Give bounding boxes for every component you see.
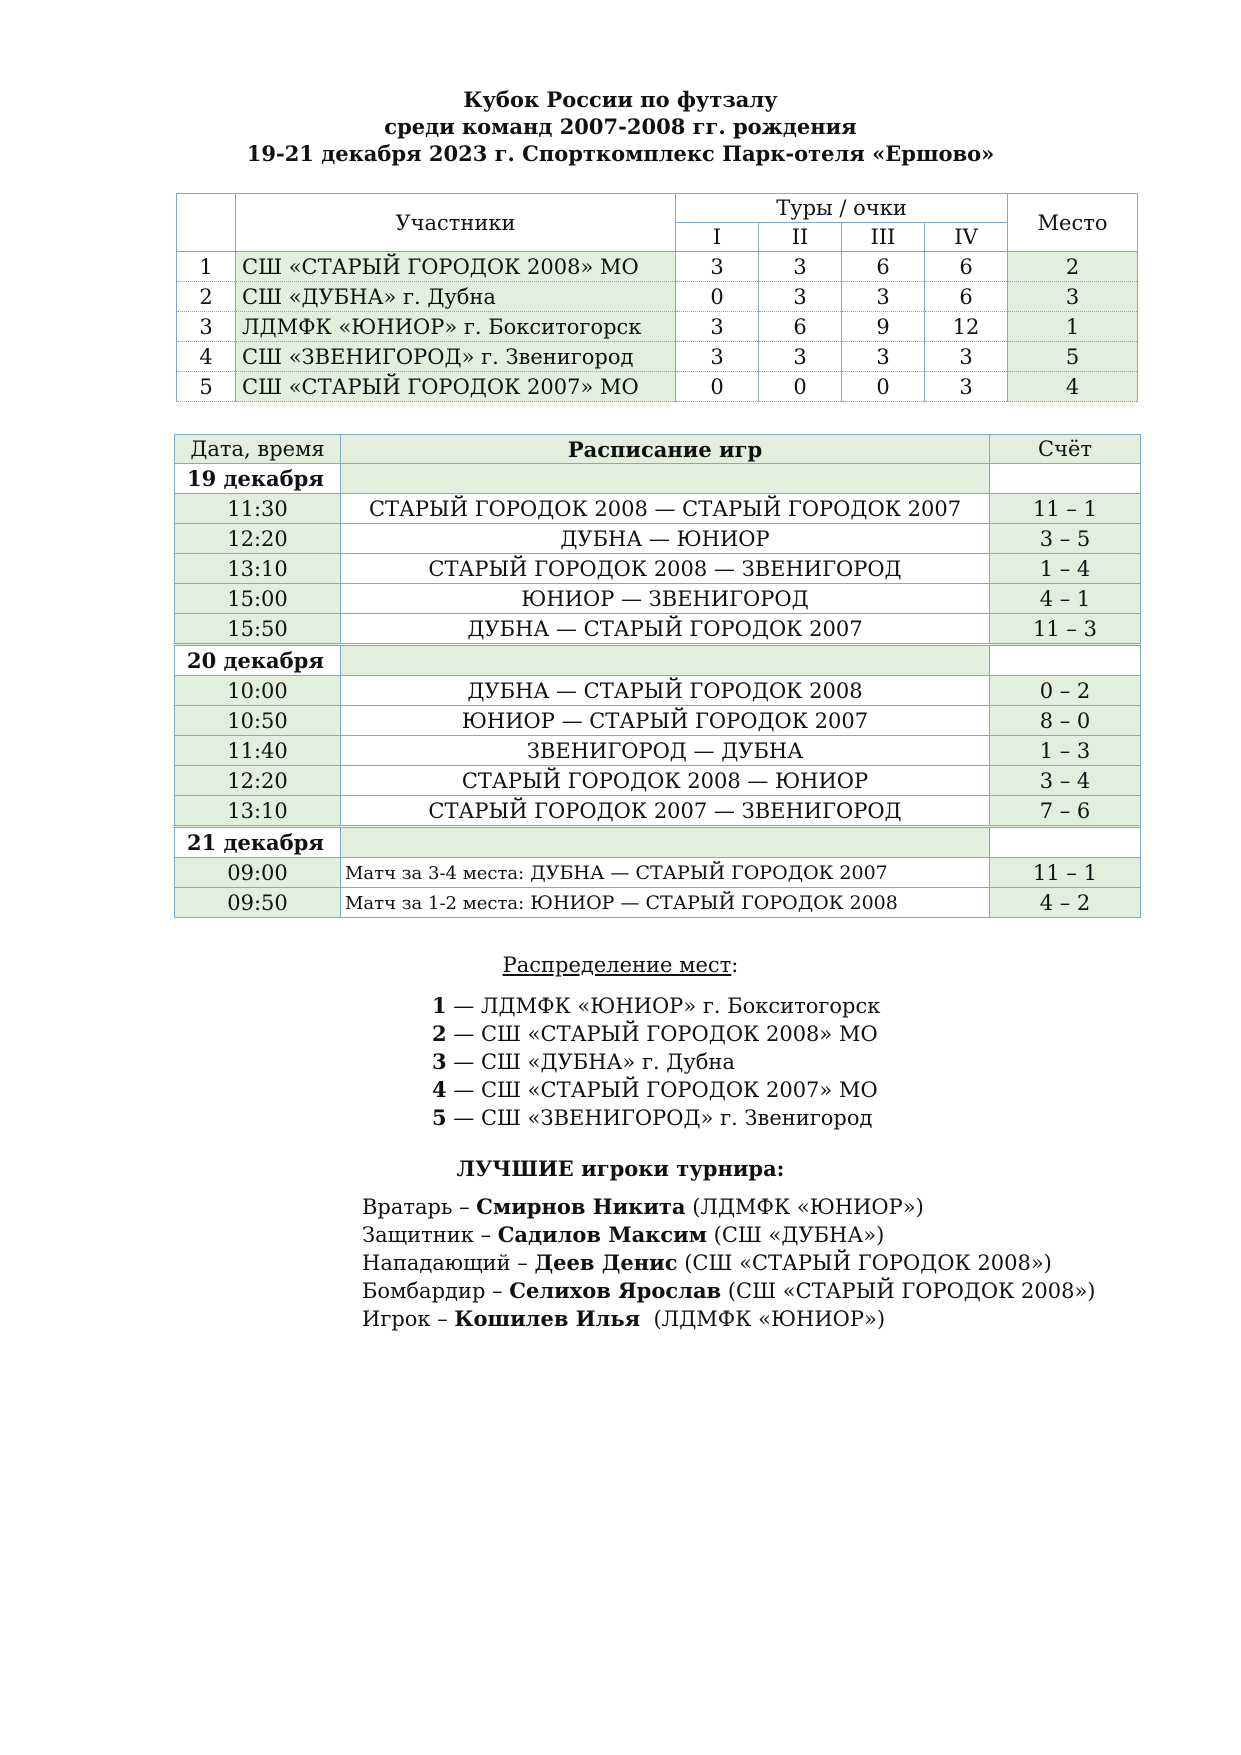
game-match (341, 888, 990, 918)
schedule-game-row (175, 796, 1141, 827)
standings-tour-points: 3 (676, 252, 759, 282)
standings-tour-points: 3 (676, 342, 759, 372)
standings-header-place: Место (1008, 194, 1138, 252)
document-title (0, 86, 1241, 167)
schedule-day-row (175, 464, 1141, 494)
place-number: 2 (432, 1021, 447, 1046)
game-match: СТАРЫЙ ГОРОДОК 2008 — ЗВЕНИГОРОД (341, 554, 990, 584)
standings-tour-points: 9 (842, 312, 925, 342)
game-time: 15:50 (175, 614, 341, 645)
schedule-game-row (175, 706, 1141, 736)
place-team: — ЛДМФК «ЮНИОР» г. Бокситогорск (446, 994, 881, 1018)
best-player-line (362, 1221, 1096, 1249)
standings-tour-points: 3 (759, 342, 842, 372)
game-match-teams: ЮНИОР — СТАРЫЙ ГОРОДОК 2008 (530, 891, 898, 914)
best-player-role: Защитник – (362, 1223, 498, 1247)
schedule-day-score-spacer (990, 827, 1141, 858)
standings-tour-points: 12 (925, 312, 1008, 342)
standings-header-tour: II (759, 223, 842, 252)
game-score: 1 – 3 (990, 736, 1141, 766)
standings-tour-points: 6 (925, 282, 1008, 312)
best-player-team: (ЛДМФК «ЮНИОР») (685, 1195, 924, 1219)
standings-header-tour: III (842, 223, 925, 252)
best-player-line (362, 1249, 1096, 1277)
schedule-day-label: 21 декабря (175, 827, 341, 858)
schedule-game-row (175, 766, 1141, 796)
distribution-title-text: Распределение мест (502, 953, 732, 977)
standings-header-tour: I (676, 223, 759, 252)
standings-tour-points: 6 (925, 252, 1008, 282)
standings-tour-points: 0 (759, 372, 842, 402)
best-player-team: (ЛДМФК «ЮНИОР») (640, 1307, 886, 1331)
game-match: СТАРЫЙ ГОРОДОК 2007 — ЗВЕНИГОРОД (341, 796, 990, 827)
standings-row (177, 342, 1138, 372)
distribution-title (0, 953, 1241, 977)
standings-row (177, 312, 1138, 342)
standings-tour-points: 0 (842, 372, 925, 402)
schedule-day-score-spacer (990, 464, 1141, 494)
game-match: СТАРЫЙ ГОРОДОК 2008 — СТАРЫЙ ГОРОДОК 2007 (341, 494, 990, 524)
standings-place: 3 (1008, 282, 1138, 312)
best-players-list (362, 1193, 1096, 1333)
place-team: — СШ «СТАРЫЙ ГОРОДОК 2008» МО (446, 1022, 878, 1046)
standings-row-number: 1 (177, 252, 236, 282)
schedule-day-spacer (341, 464, 990, 494)
schedule-header-title: Расписание игр (341, 435, 990, 464)
schedule-game-row (175, 554, 1141, 584)
game-time: 10:00 (175, 676, 341, 706)
game-match: ЗВЕНИГОРОД — ДУБНА (341, 736, 990, 766)
schedule-day-score-spacer (990, 645, 1141, 676)
game-time: 11:30 (175, 494, 341, 524)
schedule-game-row (175, 494, 1141, 524)
standings-tour-points: 3 (759, 282, 842, 312)
best-player-line (362, 1305, 1096, 1333)
game-match: ДУБНА — ЮНИОР (341, 524, 990, 554)
game-score: 4 – 1 (990, 584, 1141, 614)
schedule-game-row (175, 584, 1141, 614)
place-line (432, 1020, 880, 1048)
game-score: 3 – 4 (990, 766, 1141, 796)
schedule-day-label: 19 декабря (175, 464, 341, 494)
standings-header-tours: Туры / очки (676, 194, 1008, 223)
standings-row-number: 2 (177, 282, 236, 312)
standings-place: 5 (1008, 342, 1138, 372)
schedule-game-row (175, 736, 1141, 766)
schedule-header-score: Счёт (990, 435, 1141, 464)
game-time: 13:10 (175, 554, 341, 584)
schedule-day-spacer (341, 827, 990, 858)
game-score: 1 – 4 (990, 554, 1141, 584)
standings-row-number: 4 (177, 342, 236, 372)
standings-header-number (177, 194, 236, 252)
game-match-prefix: Матч за 1-2 места: (345, 892, 525, 914)
schedule-game-row (175, 888, 1141, 918)
game-time: 13:10 (175, 796, 341, 827)
standings-tour-points: 3 (842, 282, 925, 312)
standings-header-participants: Участники (236, 194, 676, 252)
schedule-game-row (175, 858, 1141, 888)
place-number: 5 (432, 1105, 447, 1130)
game-match: СТАРЫЙ ГОРОДОК 2008 — ЮНИОР (341, 766, 990, 796)
best-player-name: Кошилев Илья (454, 1306, 641, 1331)
standings-row-number: 3 (177, 312, 236, 342)
standings-row-number: 5 (177, 372, 236, 402)
game-time: 11:40 (175, 736, 341, 766)
game-time: 12:20 (175, 766, 341, 796)
schedule-day-label: 20 декабря (175, 645, 341, 676)
game-score: 4 – 2 (990, 888, 1141, 918)
standings-tour-points: 3 (925, 372, 1008, 402)
schedule-game-row (175, 676, 1141, 706)
standings-header-tour: IV (925, 223, 1008, 252)
game-match: ДУБНА — СТАРЫЙ ГОРОДОК 2008 (341, 676, 990, 706)
standings-tour-points: 0 (676, 282, 759, 312)
schedule-day-row (175, 645, 1141, 676)
standings-tour-points: 6 (759, 312, 842, 342)
place-number: 3 (432, 1049, 447, 1074)
best-players-title: ЛУЧШИЕ игроки турнира: (456, 1156, 785, 1181)
standings-team-name: СШ «СТАРЫЙ ГОРОДОК 2008» МО (236, 252, 676, 282)
title-line-1: Кубок России по футзалу (463, 87, 778, 112)
standings-table (176, 193, 1138, 402)
best-player-role: Игрок – (362, 1307, 455, 1331)
standings-tour-points: 3 (676, 312, 759, 342)
best-player-team: (СШ «СТАРЫЙ ГОРОДОК 2008») (721, 1279, 1096, 1303)
game-time: 15:00 (175, 584, 341, 614)
title-line-2: среди команд 2007-2008 гг. рождения (384, 114, 857, 139)
standings-team-name: СШ «ДУБНА» г. Дубна (236, 282, 676, 312)
place-team: — СШ «ЗВЕНИГОРОД» г. Звенигород (446, 1106, 873, 1130)
place-line (432, 992, 880, 1020)
best-player-line (362, 1277, 1096, 1305)
schedule-header-date: Дата, время (175, 435, 341, 464)
game-time: 09:50 (175, 888, 341, 918)
standings-tour-points: 3 (925, 342, 1008, 372)
best-player-name: Селихов Ярослав (509, 1278, 722, 1303)
game-score: 11 – 1 (990, 858, 1141, 888)
game-match: ЮНИОР — ЗВЕНИГОРОД (341, 584, 990, 614)
standings-tour-points: 0 (676, 372, 759, 402)
distribution-title-colon: : (731, 953, 739, 977)
distribution-list (432, 992, 880, 1132)
game-match-prefix: Матч за 3-4 места: (345, 862, 525, 884)
game-score: 7 – 6 (990, 796, 1141, 827)
schedule-day-row (175, 827, 1141, 858)
standings-tour-points: 3 (759, 252, 842, 282)
schedule-game-row (175, 524, 1141, 554)
game-score: 8 – 0 (990, 706, 1141, 736)
game-score: 0 – 2 (990, 676, 1141, 706)
standings-row (177, 252, 1138, 282)
standings-place: 1 (1008, 312, 1138, 342)
standings-tour-points: 3 (842, 342, 925, 372)
standings-tour-points: 6 (842, 252, 925, 282)
best-player-role: Бомбардир – (362, 1279, 510, 1303)
standings-team-name: СШ «ЗВЕНИГОРОД» г. Звенигород (236, 342, 676, 372)
game-match: ЮНИОР — СТАРЫЙ ГОРОДОК 2007 (341, 706, 990, 736)
game-score: 11 – 1 (990, 494, 1141, 524)
place-line (432, 1048, 880, 1076)
game-score: 3 – 5 (990, 524, 1141, 554)
standings-team-name: СШ «СТАРЫЙ ГОРОДОК 2007» МО (236, 372, 676, 402)
standings-place: 2 (1008, 252, 1138, 282)
game-score: 11 – 3 (990, 614, 1141, 645)
best-player-role: Вратарь – (362, 1195, 477, 1219)
game-match-teams: ДУБНА — СТАРЫЙ ГОРОДОК 2007 (530, 861, 888, 884)
place-line (432, 1104, 880, 1132)
best-player-role: Нападающий – (362, 1251, 535, 1275)
place-line (432, 1076, 880, 1104)
game-match: ДУБНА — СТАРЫЙ ГОРОДОК 2007 (341, 614, 990, 645)
standings-row (177, 372, 1138, 402)
game-time: 12:20 (175, 524, 341, 554)
schedule-game-row (175, 614, 1141, 645)
schedule-day-spacer (341, 645, 990, 676)
schedule-table (174, 434, 1141, 918)
game-match (341, 858, 990, 888)
place-number: 1 (432, 993, 447, 1018)
best-player-team: (СШ «СТАРЫЙ ГОРОДОК 2008») (677, 1251, 1052, 1275)
best-player-line (362, 1193, 1096, 1221)
place-number: 4 (432, 1077, 447, 1102)
game-time: 09:00 (175, 858, 341, 888)
place-team: — СШ «СТАРЫЙ ГОРОДОК 2007» МО (446, 1078, 878, 1102)
place-team: — СШ «ДУБНА» г. Дубна (446, 1050, 735, 1074)
standings-place: 4 (1008, 372, 1138, 402)
best-player-name: Садилов Максим (497, 1222, 707, 1247)
game-time: 10:50 (175, 706, 341, 736)
standings-team-name: ЛДМФК «ЮНИОР» г. Бокситогорск (236, 312, 676, 342)
standings-row (177, 282, 1138, 312)
best-player-team: (СШ «ДУБНА») (706, 1223, 885, 1247)
title-line-3: 19-21 декабря 2023 г. Спорткомплекс Парк-отеля «Ершово» (246, 141, 995, 166)
schedule-header-row (175, 435, 1141, 464)
best-player-name: Деев Денис (534, 1250, 678, 1275)
best-player-name: Смирнов Никита (476, 1194, 686, 1219)
